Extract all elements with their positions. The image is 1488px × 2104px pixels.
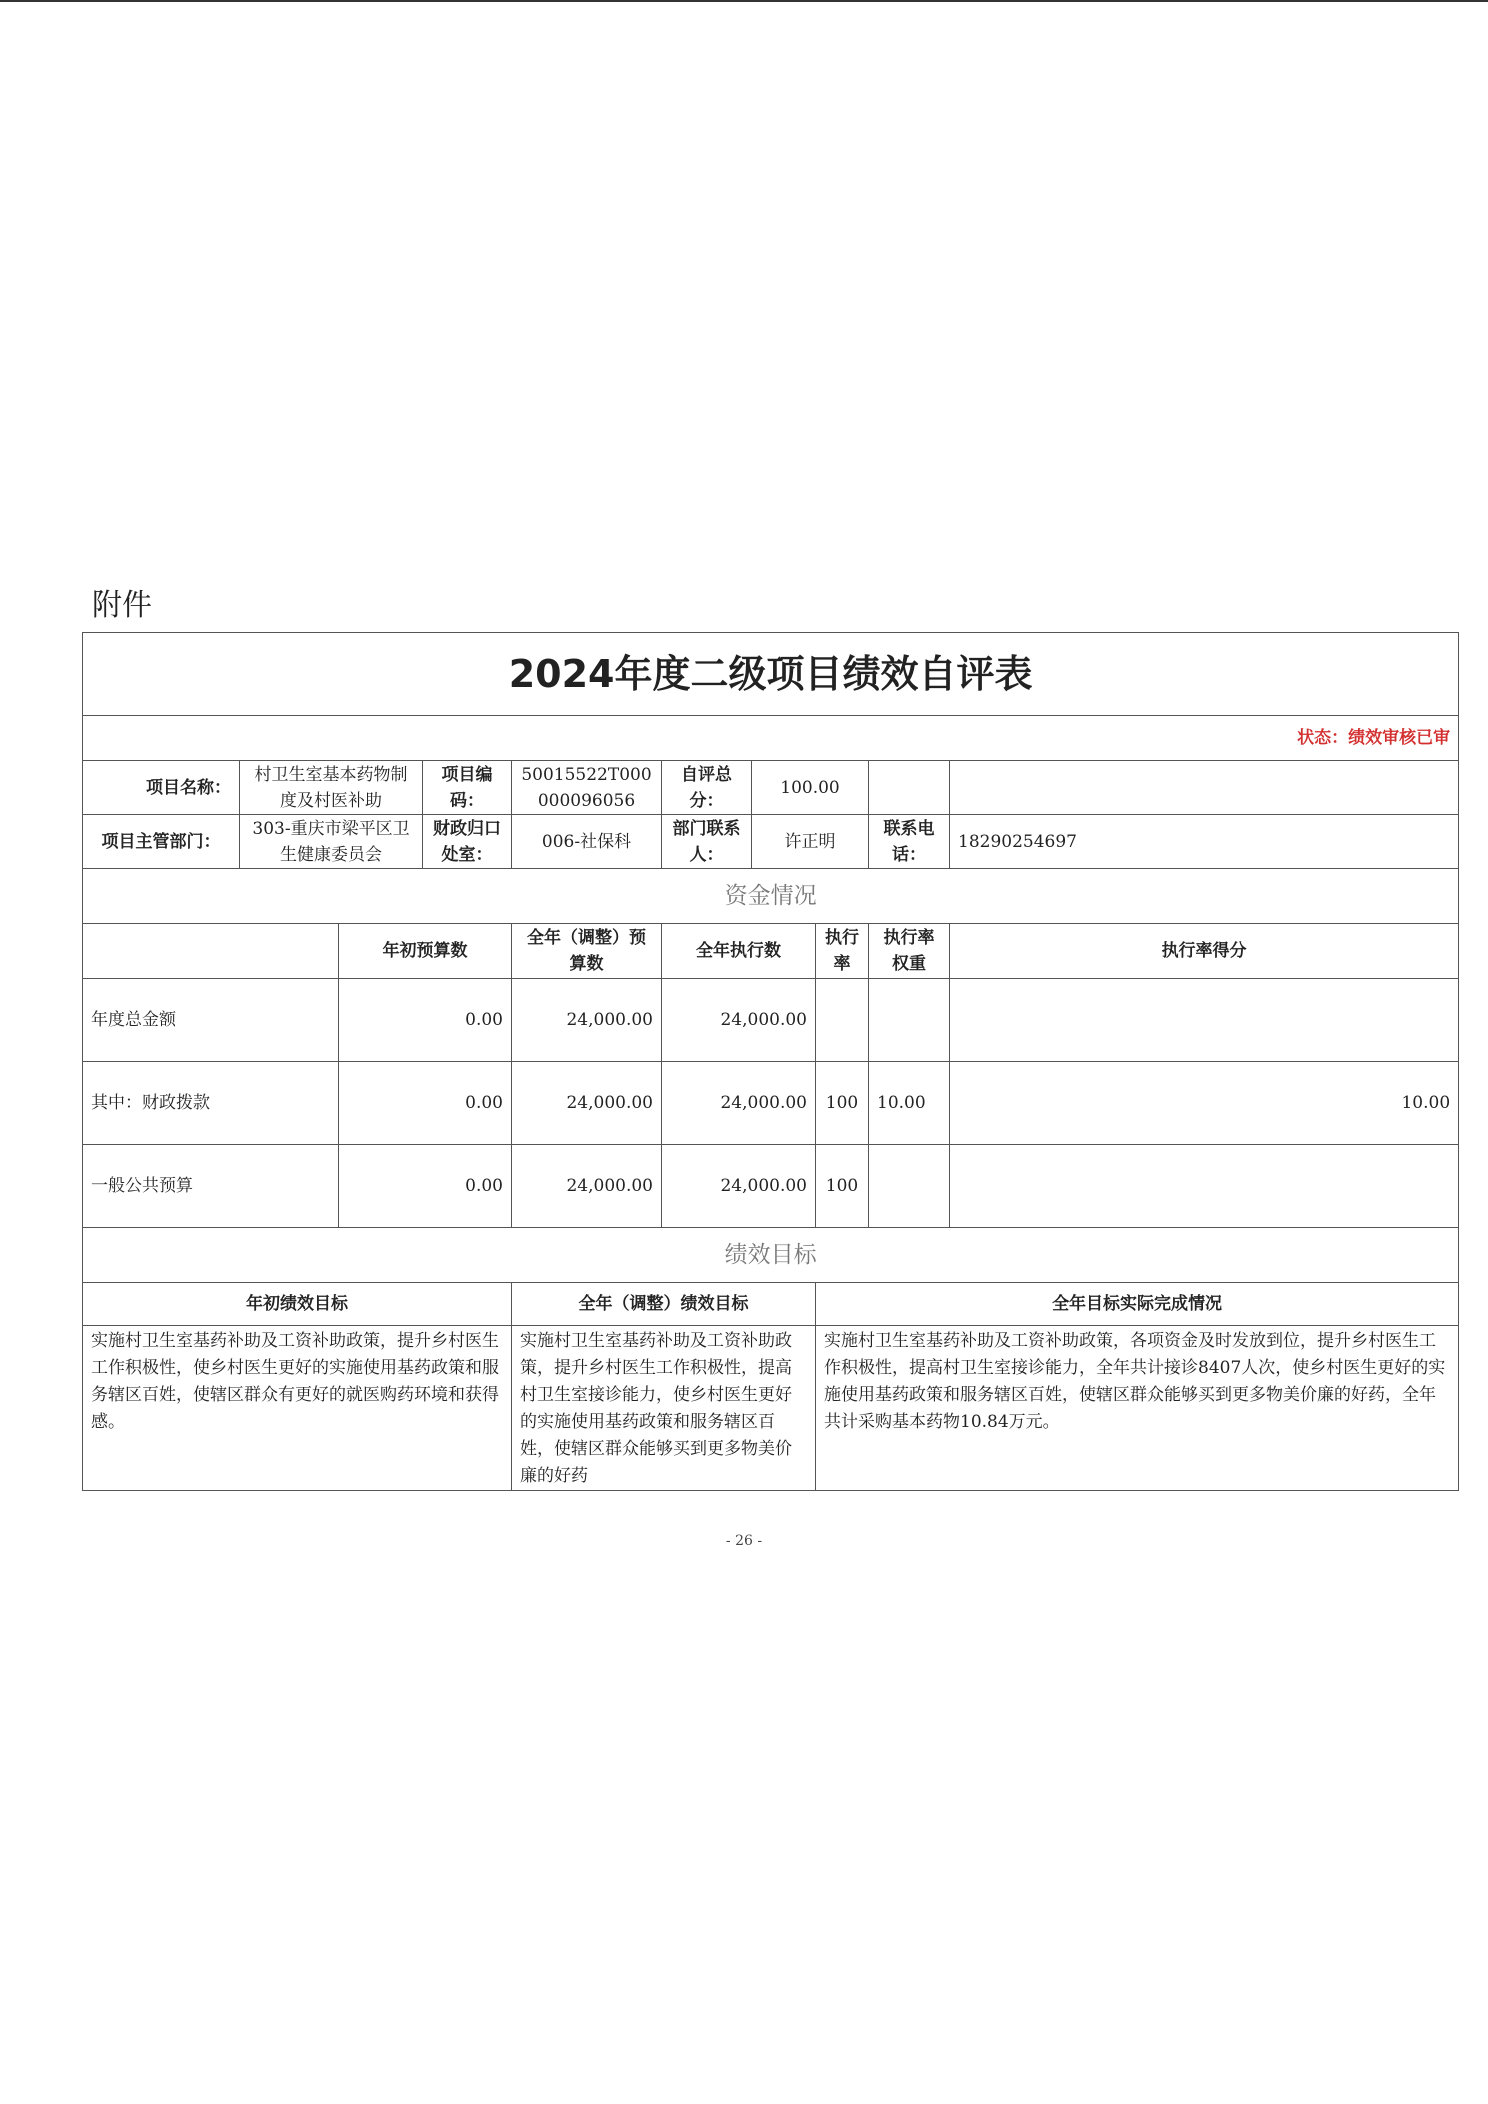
page-number: - 26 - bbox=[725, 1533, 763, 1549]
phone-value: 18290254697 bbox=[950, 815, 1459, 869]
phone-label: 联系电话： bbox=[869, 815, 950, 869]
row-label: 一般公共预算 bbox=[83, 1145, 339, 1228]
rate-score-value bbox=[950, 1145, 1459, 1228]
project-name-value: 村卫生室基本药物制度及村医补助 bbox=[240, 761, 423, 815]
weight-value bbox=[869, 979, 950, 1062]
table-row bbox=[83, 1062, 1459, 1145]
self-score-value: 100.00 bbox=[752, 761, 869, 815]
initial-budget-value: 0.00 bbox=[339, 1145, 512, 1228]
table-title: 2024年度二级项目绩效自评表 bbox=[83, 633, 1459, 716]
finance-office-value: 006-社保科 bbox=[512, 815, 662, 869]
initial-goal-text: 实施村卫生室基药补助及工资补助政策，提升乡村医生工作积极性，使乡村医生更好的实施使用基药政策和服务辖区百姓，使辖区群众有更好的就医购药环境和获得感。 bbox=[83, 1326, 512, 1491]
initial-budget-value: 0.00 bbox=[339, 1062, 512, 1145]
header-initial-budget: 年初预算数 bbox=[339, 924, 512, 979]
actual-completion-text: 实施村卫生室基药补助及工资补助政策，各项资金及时发放到位，提升乡村医生工作积极性，提高村卫生室接诊能力，全年共计接诊8407人次，使乡村医生更好的实施使用基药政策和服务辖区百姓，使辖区群众能够买到更多物美价廉的好药，全年共计采购基本药物10.84万元。 bbox=[816, 1326, 1459, 1491]
goals-section-title: 绩效目标 bbox=[83, 1228, 1459, 1283]
executed-value: 24,000.00 bbox=[662, 1062, 816, 1145]
funds-section-title: 资金情况 bbox=[83, 869, 1459, 924]
weight-value: 10.00 bbox=[869, 1062, 950, 1145]
adjusted-budget-value: 24,000.00 bbox=[512, 1145, 662, 1228]
status-badge: 状态：绩效审核已审 bbox=[83, 716, 1459, 761]
executed-value: 24,000.00 bbox=[662, 1145, 816, 1228]
weight-value bbox=[869, 1145, 950, 1228]
header-adjusted-budget: 全年（调整）预算数 bbox=[512, 924, 662, 979]
adjusted-goal-text: 实施村卫生室基药补助及工资补助政策，提升乡村医生工作积极性，提高村卫生室接诊能力，使乡村医生更好的实施使用基药政策和服务辖区百姓，使辖区群众能够买到更多物美价廉的好药 bbox=[512, 1326, 816, 1491]
performance-evaluation-table bbox=[82, 632, 1459, 1491]
empty-cell bbox=[869, 761, 950, 815]
rate-value: 100 bbox=[816, 1145, 869, 1228]
header-executed: 全年执行数 bbox=[662, 924, 816, 979]
project-code-value: 50015522T000000096056 bbox=[512, 761, 662, 815]
dept-value: 303-重庆市梁平区卫生健康委员会 bbox=[240, 815, 423, 869]
rate-score-value: 10.00 bbox=[950, 1062, 1459, 1145]
row-label: 年度总金额 bbox=[83, 979, 339, 1062]
rate-score-value bbox=[950, 979, 1459, 1062]
executed-value: 24,000.00 bbox=[662, 979, 816, 1062]
contact-label: 部门联系人： bbox=[662, 815, 752, 869]
empty-cell bbox=[950, 761, 1459, 815]
rate-value: 100 bbox=[816, 1062, 869, 1145]
dept-label: 项目主管部门： bbox=[83, 815, 240, 869]
project-code-label: 项目编码： bbox=[423, 761, 512, 815]
header-rate: 执行率 bbox=[816, 924, 869, 979]
header-actual-completion: 全年目标实际完成情况 bbox=[816, 1283, 1459, 1326]
table-row bbox=[83, 1145, 1459, 1228]
self-score-label: 自评总分： bbox=[662, 761, 752, 815]
adjusted-budget-value: 24,000.00 bbox=[512, 1062, 662, 1145]
adjusted-budget-value: 24,000.00 bbox=[512, 979, 662, 1062]
initial-budget-value: 0.00 bbox=[339, 979, 512, 1062]
attachment-label: 附件 bbox=[92, 588, 152, 623]
header-initial-goal: 年初绩效目标 bbox=[83, 1283, 512, 1326]
finance-office-label: 财政归口处室： bbox=[423, 815, 512, 869]
rate-value bbox=[816, 979, 869, 1062]
header-adjusted-goal: 全年（调整）绩效目标 bbox=[512, 1283, 816, 1326]
row-label: 其中：财政拨款 bbox=[83, 1062, 339, 1145]
header-weight: 执行率权重 bbox=[869, 924, 950, 979]
contact-value: 许正明 bbox=[752, 815, 869, 869]
funds-header-empty bbox=[83, 924, 339, 979]
header-rate-score: 执行率得分 bbox=[950, 924, 1459, 979]
table-row bbox=[83, 979, 1459, 1062]
project-name-label: 项目名称： bbox=[83, 761, 240, 815]
page-top-border bbox=[0, 0, 1488, 2]
